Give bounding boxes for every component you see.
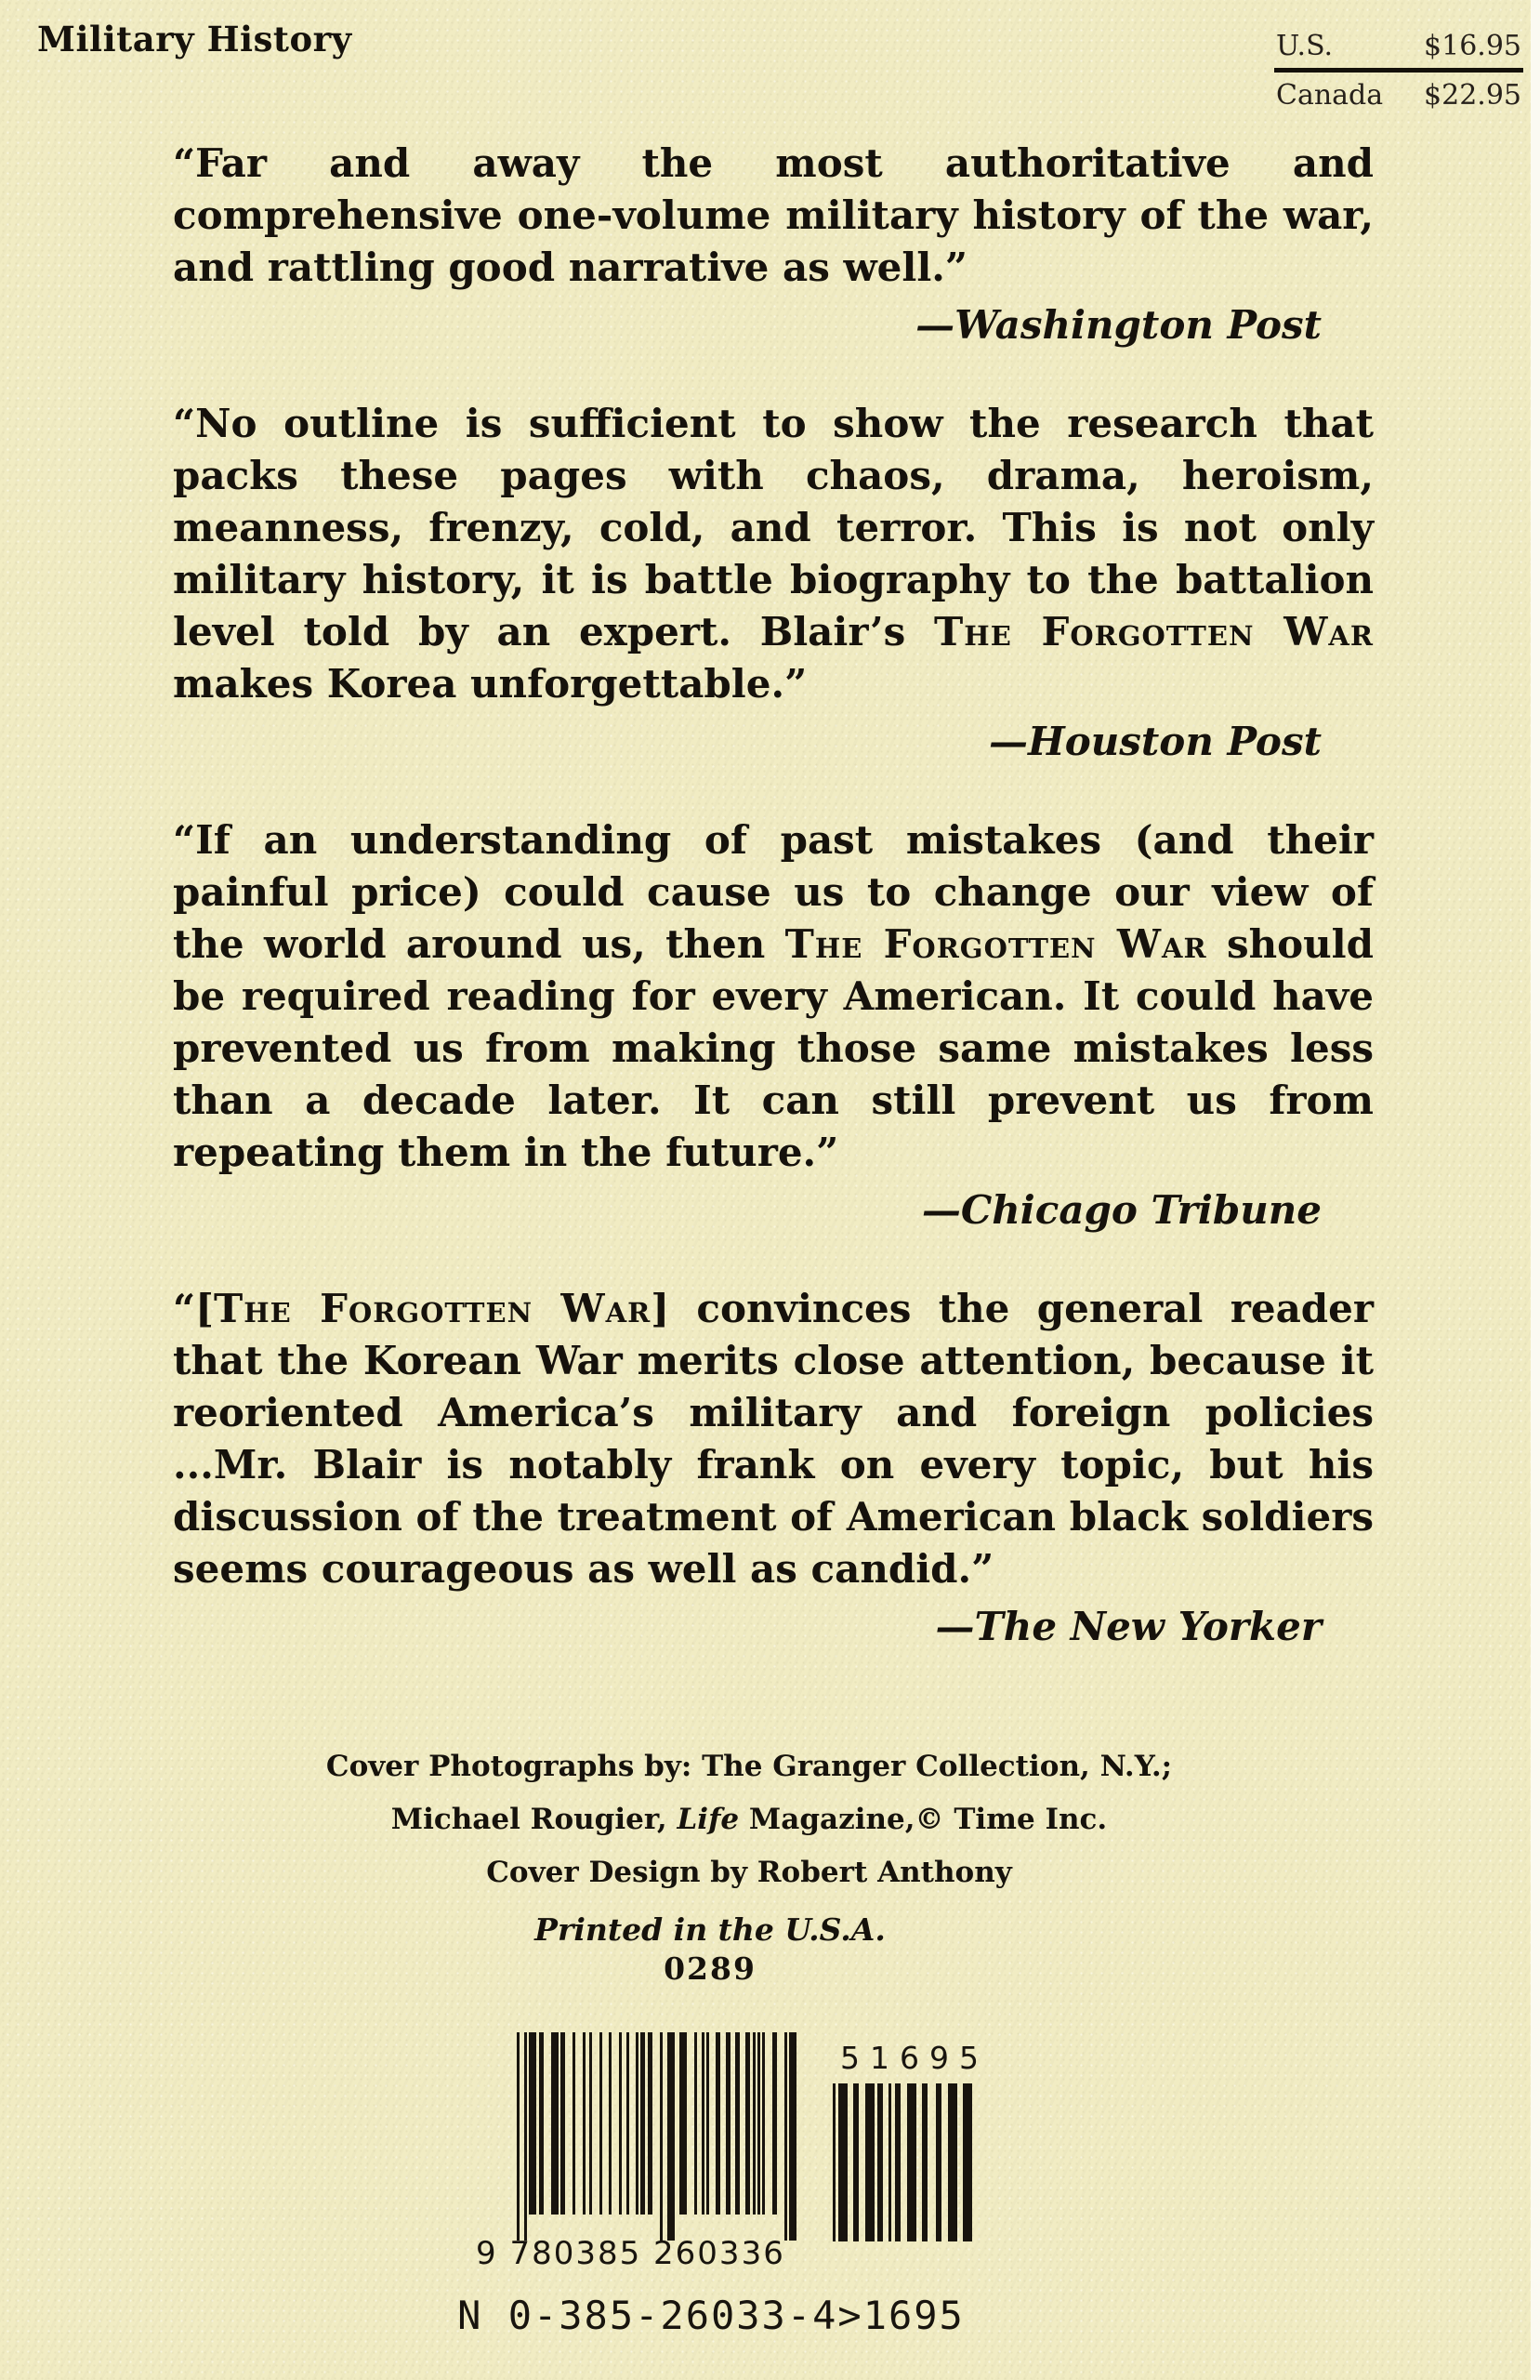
review-quote — [173, 398, 1374, 768]
barcode-bar — [735, 2032, 740, 2215]
barcode-bar — [706, 2032, 709, 2215]
quote-text — [173, 398, 1374, 710]
credit-line — [0, 1846, 1498, 1899]
barcode-bar — [517, 2032, 520, 2241]
credit-line — [0, 1793, 1498, 1846]
text-segment: Michael Rougier, — [390, 1803, 678, 1836]
barcode-bar — [640, 2032, 645, 2215]
barcode-bar — [539, 2032, 544, 2215]
isbn-barcode-bars — [517, 2032, 801, 2242]
price-us-label: U.S. — [1276, 30, 1334, 62]
quote-attribution: —Houston Post — [989, 719, 1322, 764]
barcode-bar — [589, 2032, 592, 2215]
text-segment: ] convinces the general reader that the Korean War merits close attention, because it reoriented America’s military and foreign policies ...Mr. Blair is notably frank on every topic, but his discussion of the treatment of American black soldiers seems courageous as well as candid.” — [173, 1286, 1375, 1592]
quote-attribution: —Washington Post — [915, 302, 1322, 348]
quote-text — [173, 814, 1374, 1179]
barcode-bar — [877, 2083, 883, 2241]
text-segment: should be required reading for every American. It could have prevented us from making those same mistakes less than a decade later. It can still prevent us from repeating them in the future.” — [173, 921, 1374, 1175]
price-block — [1274, 28, 1523, 117]
text-segment: “If an understanding of past mistakes (and their painful price) could cause us to change our view of the world around us, then — [173, 817, 1374, 967]
quote-text — [173, 138, 1374, 294]
price-add-on-digits: 51695 — [840, 2040, 989, 2076]
barcode-bar — [667, 2032, 675, 2241]
review-quote — [173, 814, 1374, 1236]
quote-attribution: —Chicago Tribune — [921, 1187, 1322, 1233]
book-title: The Forgotten War — [784, 921, 1207, 967]
barcode-bar — [599, 2032, 602, 2215]
barcode-bar — [753, 2032, 756, 2215]
barcode-bar — [789, 2032, 796, 2241]
price-row-canada — [1274, 73, 1523, 117]
price-supplement-barcode — [833, 2040, 989, 2241]
text-segment: Magazine,© Time Inc. — [739, 1803, 1108, 1836]
barcode-bar — [888, 2083, 891, 2241]
review-quote — [173, 138, 1374, 351]
barcode-bar — [529, 2032, 536, 2215]
price-us-value: $16.95 — [1424, 30, 1521, 62]
barcode-bar — [726, 2032, 731, 2215]
barcode-bar — [636, 2032, 638, 2215]
barcode-bar — [772, 2032, 777, 2215]
credits-block — [0, 1740, 1498, 1899]
barcode-bar — [524, 2032, 527, 2241]
barcode-bar — [833, 2083, 836, 2241]
scan-edge-strip — [1531, 0, 1540, 2380]
barcode-bar — [694, 2032, 697, 2215]
barcode-bar — [745, 2032, 750, 2215]
barcode-bar — [716, 2032, 720, 2215]
barcode-bar — [679, 2032, 687, 2215]
barcode-bar — [757, 2032, 760, 2215]
quote-text — [173, 1283, 1374, 1595]
barcode-bar — [560, 2032, 565, 2215]
barcode-bar — [936, 2083, 941, 2241]
isbn-digits: 9 780385 260336 — [476, 2235, 785, 2272]
price-canada-value: $22.95 — [1424, 79, 1521, 112]
price-row-us — [1274, 28, 1523, 73]
barcode-bar — [660, 2032, 663, 2241]
credit-line — [0, 1740, 1498, 1793]
barcode-bar — [865, 2083, 875, 2241]
barcode-bar — [784, 2032, 787, 2241]
barcode-bar — [583, 2032, 586, 2215]
barcode-bar — [838, 2083, 848, 2241]
text-segment: makes Korea unforgettable.” — [173, 661, 808, 707]
book-title: The Forgotten War — [934, 609, 1375, 654]
quote-attribution: —The New Yorker — [935, 1604, 1322, 1649]
barcode-bar — [762, 2032, 765, 2215]
price-canada-label: Canada — [1276, 79, 1384, 112]
italic-text: Life — [677, 1803, 740, 1836]
barcode-bar — [963, 2083, 972, 2241]
supplement-barcode-bars — [833, 2083, 978, 2241]
text-segment: “Far and away the most authoritative and comprehensive one-volume military history of the war, and rattling good narrative as well.” — [173, 140, 1374, 290]
book-title: The Forgotten War — [214, 1286, 652, 1331]
review-quotes — [173, 138, 1374, 1699]
barcode-bar — [922, 2083, 928, 2241]
barcode-bar — [573, 2032, 575, 2215]
barcode-bar — [626, 2032, 629, 2215]
text-segment: Cover Design by Robert Anthony — [486, 1856, 1012, 1889]
text-segment: “[ — [173, 1286, 215, 1331]
printed-in-line: Printed in the U.S.A. — [534, 1911, 886, 1948]
barcode-bar — [895, 2083, 901, 2241]
barcode-bar — [948, 2083, 957, 2241]
category-label: Military History — [37, 19, 352, 60]
review-quote — [173, 1283, 1374, 1653]
barcode-bar — [619, 2032, 622, 2215]
machine-readable-code: N 0-385-26033-4>1695 — [457, 2293, 965, 2338]
barcode-bar — [702, 2032, 704, 2215]
text-segment: “No outline is sufficient to show the research that packs these pages with chaos, drama, heroism, meanness, frenzy, cold, and terror. This is not only military history, it is battle biography to the battalion level told by an expert. Blair’s — [173, 401, 1374, 654]
text-segment: Cover Photographs by: The Granger Collection, N.Y.; — [325, 1750, 1173, 1783]
barcode-bar — [853, 2083, 859, 2241]
barcode-bar — [551, 2032, 559, 2215]
isbn-barcode — [476, 2032, 803, 2274]
print-code: 0289 — [664, 1950, 757, 1987]
barcode-bar — [609, 2032, 612, 2215]
barcode-bar — [648, 2032, 652, 2215]
barcode-bar — [907, 2083, 916, 2241]
